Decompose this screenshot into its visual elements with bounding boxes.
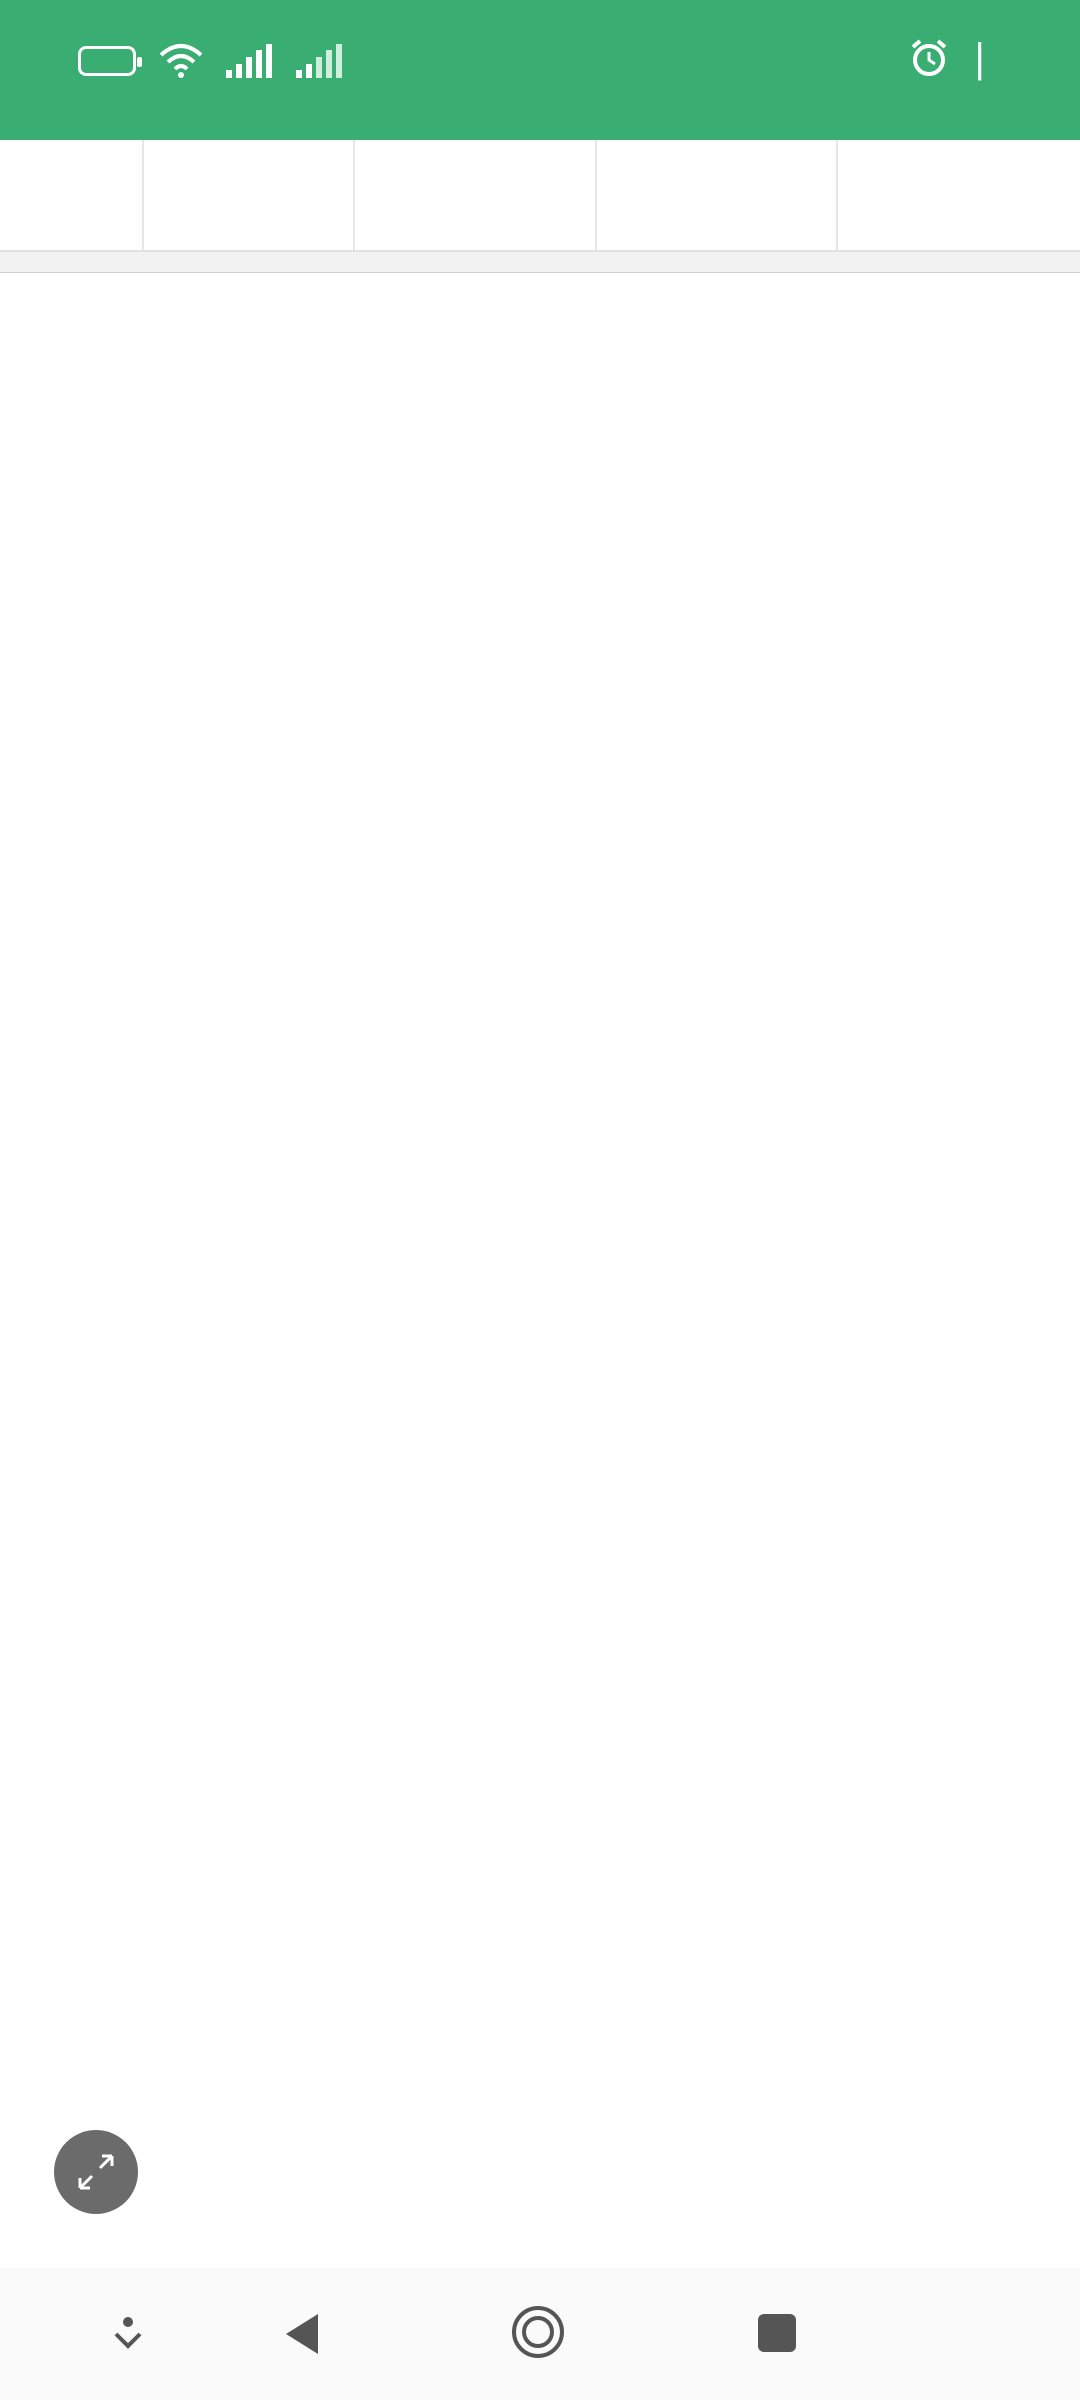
status-bar bbox=[0, 0, 1080, 140]
expand-icon bbox=[74, 2150, 118, 2194]
status-icons bbox=[78, 42, 344, 80]
tab-sheet1[interactable] bbox=[838, 140, 1080, 250]
divider: | bbox=[973, 36, 986, 80]
battery-icon bbox=[78, 46, 136, 76]
sheet-tabs bbox=[0, 140, 1080, 252]
navigation-bar bbox=[0, 2268, 1080, 2400]
nav-down-icon[interactable] bbox=[108, 2312, 148, 2352]
column-headers bbox=[0, 252, 1080, 273]
wifi-icon bbox=[158, 43, 204, 79]
tab-sheet3[interactable] bbox=[355, 140, 597, 250]
tab-sheet2[interactable] bbox=[597, 140, 839, 250]
more-menu-button[interactable] bbox=[0, 140, 144, 250]
tab-spacer bbox=[144, 140, 356, 250]
status-right bbox=[909, 36, 1010, 80]
signal-icon bbox=[226, 44, 274, 78]
alarm-icon bbox=[909, 38, 949, 78]
recents-icon[interactable] bbox=[756, 2312, 798, 2354]
expand-button[interactable] bbox=[54, 2130, 138, 2214]
signal-icon-2 bbox=[296, 44, 344, 78]
home-icon[interactable] bbox=[510, 2304, 566, 2360]
back-icon[interactable] bbox=[282, 2312, 322, 2356]
